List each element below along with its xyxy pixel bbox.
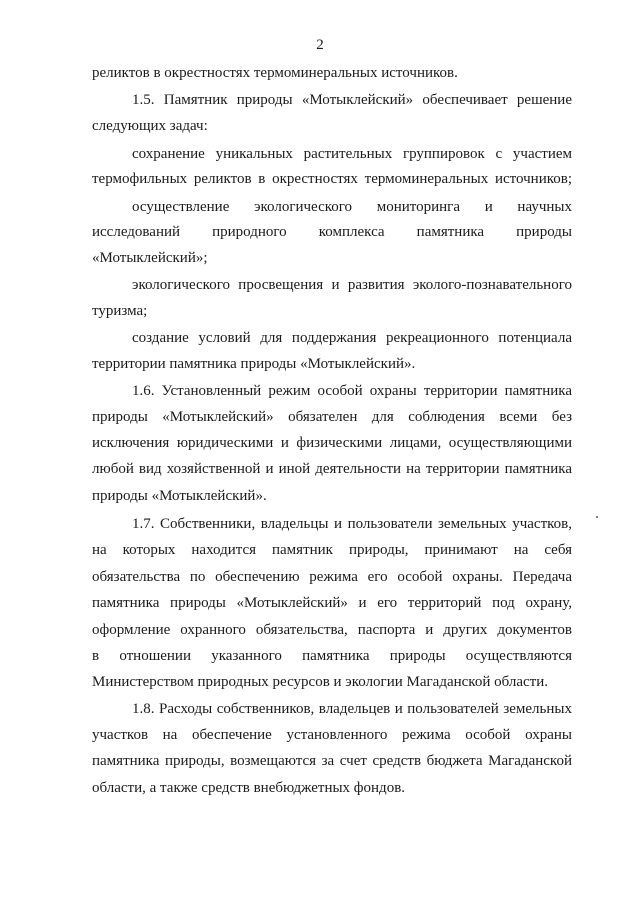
text-line-1: реликтов в окрестностях термоминеральных источников. — [92, 65, 458, 81]
text-line-17: природы «Мотыклейский». — [92, 488, 267, 504]
text-line-27: памятника природы, возмещаются за счет средств бюджета Магаданской — [92, 753, 572, 769]
text-line-7: исследований природного комплекса памятника природы — [92, 224, 572, 240]
text-line-11: создание условий для поддержания рекреационного потенциала — [132, 330, 572, 346]
text-line-16: любой вид хозяйственной и иной деятельности на территории памятника — [92, 461, 572, 477]
text-line-15: исключения юридическими и физическими лицами, осуществляющими — [92, 435, 572, 451]
text-line-12: территории памятника природы «Мотыклейский». — [92, 356, 416, 372]
text-line-13: 1.6. Установленный режим особой охраны территории памятника — [132, 383, 572, 399]
margin-speck — [596, 516, 598, 518]
text-line-24: Министерством природных ресурсов и экологии Магаданской области. — [92, 674, 548, 690]
text-line-26: участков на обеспечение установленного режима особой охраны — [92, 727, 572, 743]
text-line-8: «Мотыклейский»; — [92, 250, 208, 266]
text-line-4: сохранение уникальных растительных группировок с участием — [132, 146, 572, 162]
text-line-6: осуществление экологического мониторинга и научных — [132, 199, 572, 215]
text-line-14: природы «Мотыклейский» обязателен для соблюдения всеми без — [92, 409, 572, 425]
text-line-9: экологического просвещения и развития эколого-познавательного — [132, 277, 572, 293]
page-number: 2 — [316, 37, 324, 53]
text-line-22: оформление охранного обязательства, паспорта и других документов — [92, 622, 572, 638]
text-line-23: в отношении указанного памятника природы осуществляются — [92, 648, 572, 664]
text-line-19: на которых находится памятник природы, принимают на себя — [92, 542, 572, 558]
text-line-10: туризма; — [92, 303, 148, 319]
text-line-5: термофильных реликтов в окрестностях термоминеральных источников; — [92, 171, 572, 187]
text-line-2: 1.5. Памятник природы «Мотыклейский» обеспечивает решение — [132, 92, 572, 108]
text-line-20: обязательства по обеспечению режима его особой охраны. Передача — [92, 569, 572, 585]
text-line-3: следующих задач: — [92, 118, 208, 134]
text-line-18: 1.7. Собственники, владельцы и пользователи земельных участков, — [132, 516, 572, 532]
text-line-25: 1.8. Расходы собственников, владельцев и пользователей земельных — [132, 701, 572, 717]
text-line-21: памятника природы «Мотыклейский» и его территорий под охрану, — [92, 595, 572, 611]
text-line-28: области, а также средств внебюджетных фондов. — [92, 780, 406, 796]
